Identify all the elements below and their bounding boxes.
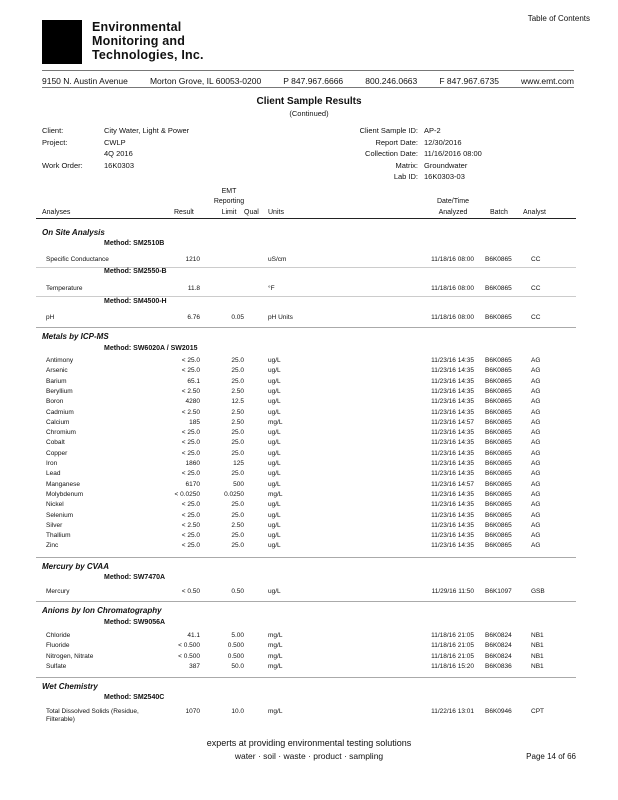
company-name-line: Monitoring and xyxy=(92,34,186,48)
cell-reporting-limit: 25.0 xyxy=(231,439,244,447)
table-row xyxy=(0,256,618,266)
page-number: Page 14 of 66 xyxy=(526,752,576,761)
cell-date-analyzed: 11/18/16 08:00 xyxy=(431,285,474,292)
cell-result: < 25.0 xyxy=(181,501,200,509)
cell-result: 387 xyxy=(189,662,200,670)
report-date-label: Report Date: xyxy=(375,138,418,147)
cell-units: ug/L xyxy=(268,367,281,375)
cell-analyst: AG xyxy=(531,398,541,406)
address: 9150 N. Austin Avenue xyxy=(42,76,128,86)
cell-result: 6170 xyxy=(185,480,200,488)
cell-reporting-limit: 0.500 xyxy=(227,642,244,650)
cell-analyst: AG xyxy=(531,439,541,447)
cell-date-analyzed: 11/18/16 21:05 xyxy=(431,642,474,650)
cell-result: < 0.500 xyxy=(178,642,200,650)
cell-batch: B6K0824 xyxy=(485,632,512,639)
company-name-line: Environmental xyxy=(92,20,182,34)
cell-batch: B6K0865 xyxy=(485,408,512,416)
section-divider xyxy=(36,677,576,678)
cell-result: < 25.0 xyxy=(181,542,200,550)
cell-reporting-limit: 50.0 xyxy=(231,662,244,670)
cell-date-analyzed: 11/18/16 08:00 xyxy=(431,314,474,321)
cell-result: < 25.0 xyxy=(181,357,200,364)
cell-reporting-limit: 0.0250 xyxy=(224,490,244,498)
cell-result: < 25.0 xyxy=(181,439,200,447)
cell-date-analyzed: 11/18/16 21:05 xyxy=(431,632,474,639)
cell-analyte: Arsenic xyxy=(46,367,68,375)
table-row xyxy=(0,378,618,388)
cell-units: ug/L xyxy=(268,429,281,437)
cell-date-analyzed: 11/23/16 14:35 xyxy=(431,357,474,364)
cell-units: ug/L xyxy=(268,521,281,529)
cell-analyst: AG xyxy=(531,429,541,437)
cell-units: ug/L xyxy=(268,588,281,595)
cell-result: < 25.0 xyxy=(181,532,200,540)
cell-analyst: NB1 xyxy=(531,662,544,670)
table-of-contents-link[interactable]: Table of Contents xyxy=(527,14,590,23)
website-link[interactable]: www.emt.com xyxy=(521,76,574,86)
method-label: Method: SM2540C xyxy=(104,694,165,701)
cell-reporting-limit: 25.0 xyxy=(231,429,244,437)
cell-batch: B6K0824 xyxy=(485,652,512,660)
table-row xyxy=(0,419,618,429)
cell-date-analyzed: 11/18/16 15:20 xyxy=(431,662,474,670)
cell-batch: B6K0865 xyxy=(485,398,512,406)
cell-units: ug/L xyxy=(268,511,281,519)
cell-batch: B6K0865 xyxy=(485,521,512,529)
table-row xyxy=(0,314,618,324)
col-batch: Batch xyxy=(490,209,508,216)
cell-units: mg/L xyxy=(268,652,283,660)
table-row xyxy=(0,285,618,295)
cell-batch: B6K1097 xyxy=(485,588,512,595)
table-row xyxy=(0,542,618,552)
method-label: Method: SW7470A xyxy=(104,574,166,581)
cell-batch: B6K0865 xyxy=(485,256,512,263)
cell-units: ug/L xyxy=(268,542,281,550)
table-row xyxy=(0,708,618,723)
cell-reporting-limit: 25.0 xyxy=(231,511,244,519)
col-analyzed: Analyzed xyxy=(438,209,468,216)
cell-analyte: Silver xyxy=(46,521,63,529)
table-row xyxy=(0,501,618,511)
cell-analyst: GSB xyxy=(531,588,545,595)
cell-analyte: Nickel xyxy=(46,501,64,509)
cell-result: 6.76 xyxy=(187,314,200,321)
col-reporting: Reporting xyxy=(213,198,245,205)
cell-analyst: CC xyxy=(531,256,541,263)
cell-result: < 0.0250 xyxy=(174,490,200,498)
cell-analyst: AG xyxy=(531,449,541,457)
cell-analyte: Temperature xyxy=(46,285,83,292)
col-emt: EMT xyxy=(221,188,237,195)
method-label: Method: SW6020A / SW2015 xyxy=(104,345,198,352)
cell-batch: B6K0865 xyxy=(485,511,512,519)
col-analyst: Analyst xyxy=(523,209,546,216)
cell-batch: B6K0865 xyxy=(485,367,512,375)
cell-result: 41.1 xyxy=(187,632,200,639)
section-title: Anions by Ion Chromatography xyxy=(42,606,162,615)
cell-batch: B6K0865 xyxy=(485,439,512,447)
cell-batch: B6K0865 xyxy=(485,460,512,467)
cell-analyst: AG xyxy=(531,387,541,395)
table-row xyxy=(0,409,618,419)
cell-date-analyzed: 11/23/16 14:35 xyxy=(431,532,474,540)
cell-analyst: AG xyxy=(531,521,541,529)
col-datetime: Date/Time xyxy=(436,198,470,205)
cell-date-analyzed: 11/23/16 14:57 xyxy=(431,418,474,426)
cell-analyte: Beryllium xyxy=(46,387,73,395)
table-row xyxy=(0,388,618,398)
table-row xyxy=(0,481,618,491)
work-order-label: Work Order: xyxy=(42,161,83,170)
cell-reporting-limit: 0.50 xyxy=(231,588,244,595)
table-row xyxy=(0,470,618,480)
footer-tagline: experts at providing environmental testing solutions xyxy=(206,738,412,748)
cell-date-analyzed: 11/18/16 08:00 xyxy=(431,256,474,263)
cell-analyst: AG xyxy=(531,377,541,385)
cell-date-analyzed: 11/23/16 14:57 xyxy=(431,480,474,488)
cell-analyst: CPT xyxy=(531,708,544,715)
sample-id-label: Client Sample ID: xyxy=(359,126,418,135)
cell-result: 1860 xyxy=(185,460,200,467)
cell-result: < 25.0 xyxy=(181,470,200,478)
col-analyses: Analyses xyxy=(42,209,71,216)
cell-analyte: Nitrogen, Nitrate xyxy=(46,652,94,660)
cell-units: ug/L xyxy=(268,357,281,364)
table-header xyxy=(0,0,618,220)
city: Morton Grove, IL 60053-0200 xyxy=(149,76,262,86)
report-date-value: 12/30/2016 xyxy=(424,138,462,147)
cell-date-analyzed: 11/22/16 13:01 xyxy=(431,708,474,715)
section-divider xyxy=(36,557,576,558)
cell-units: pH Units xyxy=(268,314,293,321)
cell-analyst: NB1 xyxy=(531,642,544,650)
cell-reporting-limit: 0.05 xyxy=(231,314,244,321)
cell-analyte: Zinc xyxy=(46,542,59,550)
cell-reporting-limit: 500 xyxy=(233,480,244,488)
cell-reporting-limit: 25.0 xyxy=(231,367,244,375)
cell-analyst: AG xyxy=(531,480,541,488)
cell-reporting-limit: 2.50 xyxy=(231,521,244,529)
cell-reporting-limit: 5.00 xyxy=(231,632,244,639)
cell-reporting-limit: 25.0 xyxy=(231,501,244,509)
cell-date-analyzed: 11/23/16 14:35 xyxy=(431,490,474,498)
cell-batch: B6K0865 xyxy=(485,285,512,292)
cell-analyte: Mercury xyxy=(46,588,70,595)
method-label: Method: SW9056A xyxy=(104,619,166,626)
cell-analyst: AG xyxy=(531,408,541,416)
cell-analyte: Antimony xyxy=(46,357,74,364)
project-value: CWLP xyxy=(104,138,126,147)
cell-units: ug/L xyxy=(268,501,281,509)
collection-date-label: Collection Date: xyxy=(365,149,418,158)
cell-result: < 2.50 xyxy=(181,408,200,416)
cell-analyte: Specific Conductance xyxy=(46,256,109,263)
cell-analyte: Thallium xyxy=(46,532,71,540)
cell-result: < 25.0 xyxy=(181,367,200,375)
sample-id-value: AP-2 xyxy=(424,126,441,135)
cell-date-analyzed: 11/23/16 14:35 xyxy=(431,429,474,437)
cell-result: 4280 xyxy=(185,398,200,406)
cell-result: 185 xyxy=(189,418,200,426)
cell-units: ug/L xyxy=(268,532,281,540)
cell-batch: B6K0865 xyxy=(485,501,512,509)
table-row xyxy=(0,642,618,652)
cell-batch: B6K0865 xyxy=(485,387,512,395)
col-result: Result xyxy=(174,209,194,216)
client-value: City Water, Light & Power xyxy=(104,126,190,135)
cell-units: mg/L xyxy=(268,708,283,715)
page-title: Client Sample Results xyxy=(256,96,362,107)
cell-date-analyzed: 11/23/16 14:35 xyxy=(431,377,474,385)
cell-batch: B6K0865 xyxy=(485,314,512,321)
cell-analyst: AG xyxy=(531,460,541,467)
cell-reporting-limit: 0.500 xyxy=(227,652,244,660)
section-title: Metals by ICP-MS xyxy=(42,332,109,341)
cell-batch: B6K0865 xyxy=(485,480,512,488)
section-title: Mercury by CVAA xyxy=(42,562,109,571)
cell-analyst: NB1 xyxy=(531,632,544,639)
cell-reporting-limit: 25.0 xyxy=(231,532,244,540)
cell-units: mg/L xyxy=(268,642,283,650)
cell-units: mg/L xyxy=(268,632,283,639)
cell-analyte: Molybdenum xyxy=(46,490,84,498)
cell-batch: B6K0865 xyxy=(485,418,512,426)
table-row xyxy=(0,522,618,532)
cell-analyst: AG xyxy=(531,501,541,509)
cell-analyte: Selenium xyxy=(46,511,74,519)
cell-analyst: NB1 xyxy=(531,652,544,660)
cell-analyte: Lead xyxy=(46,470,61,478)
cell-batch: B6K0865 xyxy=(485,357,512,364)
cell-reporting-limit: 2.50 xyxy=(231,387,244,395)
table-row xyxy=(0,460,618,470)
cell-analyst: AG xyxy=(531,490,541,498)
table-row xyxy=(0,491,618,501)
cell-analyte: Sulfate xyxy=(46,662,67,670)
cell-date-analyzed: 11/23/16 14:35 xyxy=(431,449,474,457)
matrix-label: Matrix: xyxy=(395,161,418,170)
cell-date-analyzed: 11/18/16 21:05 xyxy=(431,652,474,660)
method-label: Method: SM4500-H xyxy=(104,298,167,305)
cell-date-analyzed: 11/29/16 11:50 xyxy=(431,588,474,595)
cell-analyst: CC xyxy=(531,314,541,321)
cell-batch: B6K0836 xyxy=(485,662,512,670)
cell-units: mg/L xyxy=(268,490,283,498)
cell-reporting-limit: 25.0 xyxy=(231,377,244,385)
cell-analyte: Copper xyxy=(46,449,68,457)
cell-date-analyzed: 11/23/16 14:35 xyxy=(431,542,474,550)
table-row xyxy=(0,367,618,377)
cell-batch: B6K0865 xyxy=(485,449,512,457)
cell-date-analyzed: 11/23/16 14:35 xyxy=(431,460,474,467)
cell-units: ug/L xyxy=(268,439,281,447)
cell-analyte: Chloride xyxy=(46,632,71,639)
cell-date-analyzed: 11/23/16 14:35 xyxy=(431,511,474,519)
cell-reporting-limit: 25.0 xyxy=(231,470,244,478)
cell-units: ug/L xyxy=(268,470,281,478)
footer-services: water · soil · waste · product · sampling xyxy=(234,751,384,761)
col-units: Units xyxy=(268,209,284,216)
page-subtitle: (Continued) xyxy=(289,109,329,118)
cell-units: uS/cm xyxy=(268,256,287,263)
cell-result: < 25.0 xyxy=(181,449,200,457)
cell-result: < 0.50 xyxy=(181,588,200,595)
table-header-rule xyxy=(36,218,576,219)
cell-units: ug/L xyxy=(268,449,281,457)
cell-date-analyzed: 11/23/16 14:35 xyxy=(431,501,474,509)
cell-analyst: AG xyxy=(531,542,541,550)
col-limit: Limit xyxy=(221,209,237,216)
cell-batch: B6K0865 xyxy=(485,490,512,498)
cell-result: 11.8 xyxy=(187,285,200,292)
cell-reporting-limit: 25.0 xyxy=(231,449,244,457)
cell-analyte: Boron xyxy=(46,398,64,406)
cell-units: ug/L xyxy=(268,460,281,467)
cell-analyst: AG xyxy=(531,357,541,364)
section-title: On Site Analysis xyxy=(42,228,105,237)
method-label: Method: SM2510B xyxy=(104,240,165,247)
cell-reporting-limit: 2.50 xyxy=(231,408,244,416)
col-qual: Qual xyxy=(244,209,259,216)
table-row xyxy=(0,588,618,598)
section-divider xyxy=(36,327,576,328)
table-row xyxy=(0,439,618,449)
cell-reporting-limit: 12.5 xyxy=(231,398,244,406)
cell-units: mg/L xyxy=(268,662,283,670)
cell-date-analyzed: 11/23/16 14:35 xyxy=(431,387,474,395)
project-label: Project: xyxy=(42,138,68,147)
table-row xyxy=(0,632,618,642)
cell-date-analyzed: 11/23/16 14:35 xyxy=(431,398,474,406)
cell-result: < 2.50 xyxy=(181,521,200,529)
cell-date-analyzed: 11/23/16 14:35 xyxy=(431,521,474,529)
cell-analyte: Fluoride xyxy=(46,642,70,650)
method-label: Method: SM2550-B xyxy=(104,268,167,275)
cell-result: 1070 xyxy=(185,708,200,715)
cell-analyst: AG xyxy=(531,511,541,519)
cell-result: 1210 xyxy=(185,256,200,263)
cell-units: ug/L xyxy=(268,387,281,395)
cell-result: < 25.0 xyxy=(181,511,200,519)
cell-analyst: AG xyxy=(531,418,541,426)
table-row xyxy=(0,450,618,460)
cell-date-analyzed: 11/23/16 14:35 xyxy=(431,439,474,447)
lab-id-label: Lab ID: xyxy=(393,172,418,181)
cell-units: ug/L xyxy=(268,398,281,406)
toll-free: 800.246.0663 xyxy=(365,76,418,86)
table-row xyxy=(0,512,618,522)
client-label: Client: xyxy=(42,126,64,135)
cell-analyst: AG xyxy=(531,532,541,540)
cell-reporting-limit: 25.0 xyxy=(231,357,244,364)
cell-units: ug/L xyxy=(268,480,281,488)
matrix-value: Groundwater xyxy=(424,161,468,170)
table-row xyxy=(0,398,618,408)
cell-analyte: Manganese xyxy=(46,480,80,488)
cell-batch: B6K0824 xyxy=(485,642,512,650)
cell-reporting-limit: 125 xyxy=(233,460,244,467)
cell-batch: B6K0865 xyxy=(485,542,512,550)
cell-units: mg/L xyxy=(268,418,283,426)
lab-id-value: 16K0303-03 xyxy=(424,172,465,181)
work-order-value: 16K0303 xyxy=(104,161,135,170)
table-row xyxy=(0,532,618,542)
cell-analyte: Calcium xyxy=(46,418,70,426)
cell-analyte: Cadmium xyxy=(46,408,74,416)
cell-date-analyzed: 11/23/16 14:35 xyxy=(431,408,474,416)
cell-analyte: pH xyxy=(46,314,55,321)
cell-date-analyzed: 11/23/16 14:35 xyxy=(431,470,474,478)
cell-result: < 0.500 xyxy=(178,652,200,660)
cell-analyte: Cobalt xyxy=(46,439,65,447)
cell-analyst: CC xyxy=(531,285,541,292)
table-row xyxy=(0,429,618,439)
cell-result: 65.1 xyxy=(187,377,200,385)
fax: F 847.967.6735 xyxy=(439,76,499,86)
cell-date-analyzed: 11/23/16 14:35 xyxy=(431,367,474,375)
cell-analyst: AG xyxy=(531,367,541,375)
project-period: 4Q 2016 xyxy=(104,149,133,158)
collection-date-value: 11/16/2016 08:00 xyxy=(424,149,482,158)
cell-units: °F xyxy=(268,285,275,292)
table-row xyxy=(0,357,618,367)
cell-units: ug/L xyxy=(268,408,281,416)
table-row xyxy=(0,653,618,663)
cell-analyte: Total Dissolved Solids (Residue, Filterable) xyxy=(46,708,139,723)
cell-result: < 2.50 xyxy=(181,387,200,395)
phone: P 847.967.6666 xyxy=(283,76,344,86)
cell-analyte: Barium xyxy=(46,377,67,385)
company-name-line: Technologies, Inc. xyxy=(92,48,204,62)
cell-batch: B6K0865 xyxy=(485,429,512,437)
cell-reporting-limit: 25.0 xyxy=(231,542,244,550)
section-divider xyxy=(36,601,576,602)
cell-analyst: AG xyxy=(531,470,541,478)
cell-units: ug/L xyxy=(268,377,281,385)
cell-batch: B6K0865 xyxy=(485,470,512,478)
cell-reporting-limit: 10.0 xyxy=(231,708,244,715)
cell-batch: B6K0865 xyxy=(485,377,512,385)
table-row xyxy=(0,663,618,673)
cell-reporting-limit: 2.50 xyxy=(231,418,244,426)
cell-batch: B6K0946 xyxy=(485,708,512,715)
cell-analyte: Chromium xyxy=(46,429,76,437)
cell-batch: B6K0865 xyxy=(485,532,512,540)
cell-result: < 25.0 xyxy=(181,429,200,437)
cell-analyte: Iron xyxy=(46,460,58,467)
section-title: Wet Chemistry xyxy=(42,682,98,691)
